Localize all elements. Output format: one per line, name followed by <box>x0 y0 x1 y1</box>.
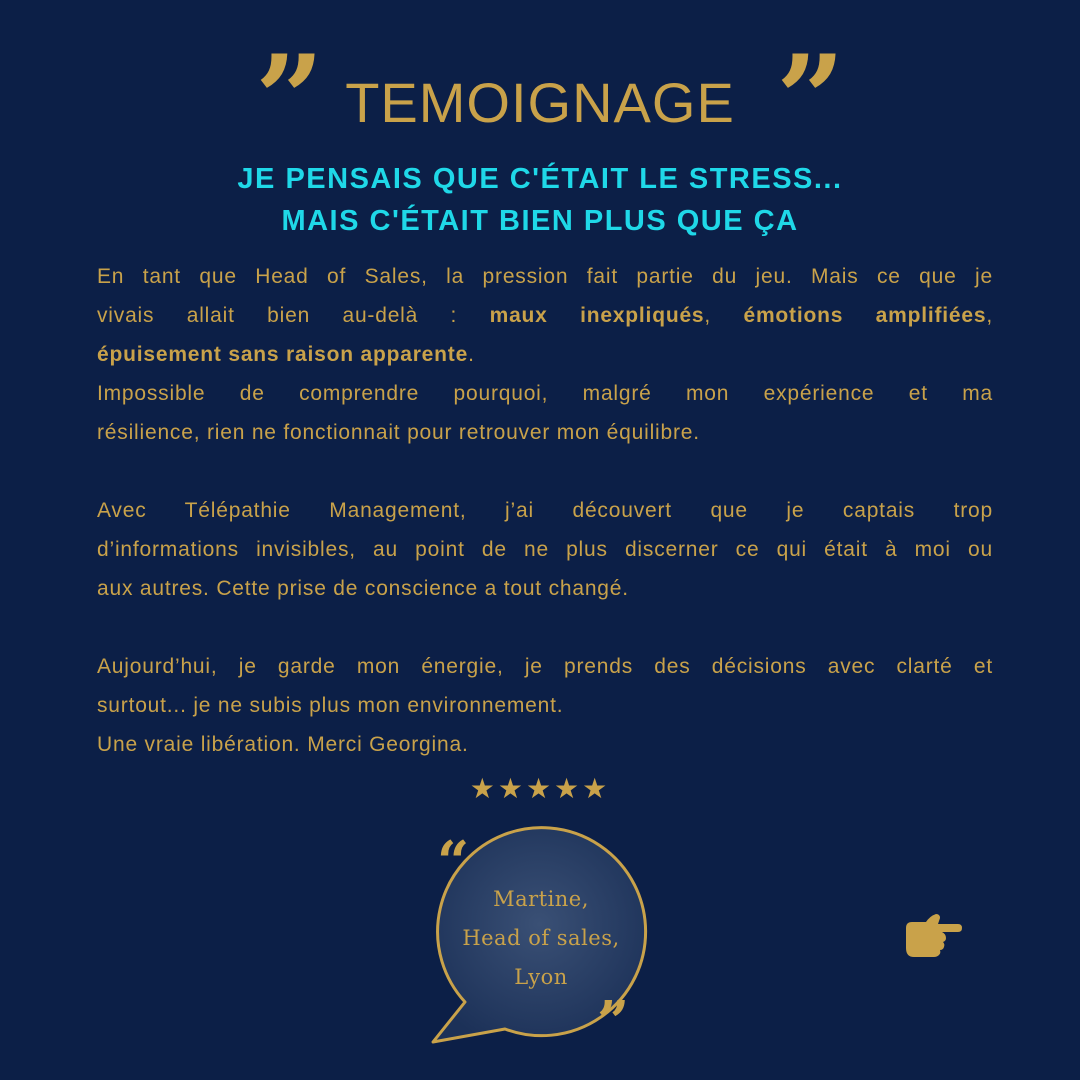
page-title: TEMOIGNAGE <box>345 71 735 134</box>
quote-icon: ” <box>776 29 846 170</box>
paragraph <box>97 491 993 608</box>
text-line: Impossible de comprendre pourquoi, malgré mon expérience et ma <box>97 382 993 405</box>
author-city: Lyon <box>514 965 568 989</box>
subtitle-line: MAIS C'ÉTAIT BIEN PLUS QUE ÇA <box>281 205 799 237</box>
highlight-text: émotions amplifiées <box>743 304 987 327</box>
subtitle-line: JE PENSAIS QUE C'ÉTAIT LE STRESS... <box>237 163 843 195</box>
highlight-text: maux inexpliqués <box>489 304 705 327</box>
author-role: Head of sales, <box>462 926 620 950</box>
pointing-hand-icon <box>902 910 964 960</box>
author-name: Martine, <box>493 887 589 911</box>
quote-icon: “ <box>437 829 470 895</box>
text-span: . <box>468 343 475 366</box>
testimonial-body <box>97 257 993 764</box>
text-line: En tant que Head of Sales, la pression fait partie du jeu. Mais ce que je <box>97 265 993 288</box>
text-line: Une vraie libération. Merci Georgina. <box>97 733 469 756</box>
text-line: aux autres. Cette prise de conscience a tout changé. <box>97 577 629 600</box>
text-line: résilience, rien ne fonctionnait pour retrouver mon équilibre. <box>97 421 700 444</box>
text-line: surtout... je ne subis plus mon environnement. <box>97 694 564 717</box>
text-line <box>97 335 993 374</box>
speech-bubble-icon <box>425 822 657 1054</box>
highlight-text: épuisement sans raison apparente <box>97 343 469 366</box>
text-span: vivais allait bien au-delà : <box>97 304 490 327</box>
text-line: Aujourd’hui, je garde mon énergie, je prends des décisions avec clarté et <box>97 655 993 678</box>
paragraph <box>97 647 993 764</box>
quote-icon: ” <box>597 989 630 1055</box>
text-line: d’informations invisibles, au point de ne plus discerner ce qui était à moi ou <box>97 538 993 561</box>
text-span: , <box>986 304 993 327</box>
text-line: Avec Télépathie Management, j’ai découvert que je captais trop <box>97 499 993 522</box>
header <box>0 29 1080 170</box>
quote-icon: ” <box>255 29 325 170</box>
paragraph <box>97 257 993 452</box>
subtitle <box>0 158 1080 242</box>
text-line <box>97 296 993 335</box>
author-info <box>425 880 657 997</box>
star-rating: ★★★★★ <box>469 772 611 805</box>
text-span: , <box>704 304 744 327</box>
